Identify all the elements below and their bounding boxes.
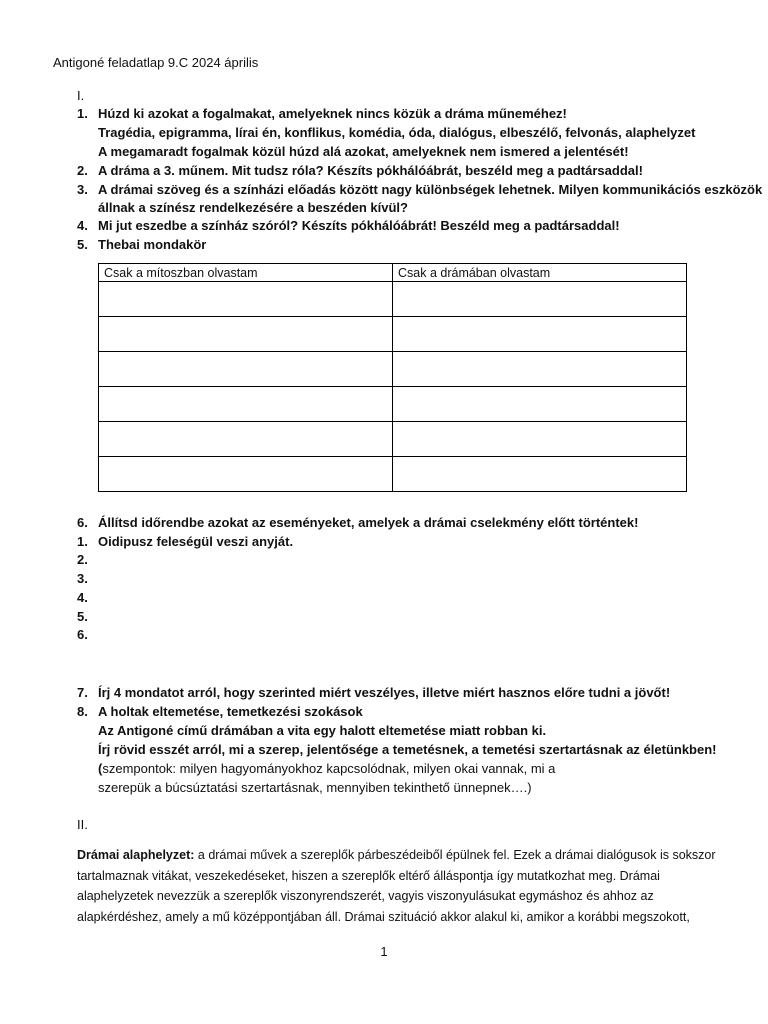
- order-item-number: 2.: [77, 552, 88, 567]
- definition-line-1: [77, 845, 717, 866]
- definition-paragraph: [77, 845, 717, 927]
- table-header-myth: Csak a mítoszban olvastam: [99, 264, 393, 282]
- order-item-number: 3.: [77, 571, 88, 586]
- table-cell[interactable]: [99, 352, 393, 387]
- definition-line-2: tartalmaznak vitákat, veszekedéseket, hiszen a szereplők eltérő álláspontja így mutatkozhat meg. Drámai: [77, 868, 660, 883]
- table-row: [99, 457, 687, 492]
- section-heading-1: I.: [77, 88, 85, 103]
- order-item-number: 5.: [77, 609, 88, 624]
- table-cell[interactable]: [393, 317, 687, 352]
- table-row: [99, 387, 687, 422]
- definition-line-3: alaphelyzetek nevezzük a szereplők viszonyrendszerét, vagyis viszonyulásukat egymáshoz és ahhoz az: [77, 889, 654, 903]
- table-row: [99, 422, 687, 457]
- task-1-line-2: Tragédia, epigramma, lírai én, konflikus, komédia, óda, dialógus, elbeszélő, felvonás, alaphelyzet: [98, 125, 696, 140]
- task-5-line-1: Thebai mondakör: [98, 237, 207, 252]
- table-row: [99, 282, 687, 317]
- task-4-line-1: Mi jut eszedbe a színház szóról? Készíts pókhálóábrát! Beszéld meg a padtársaddal!: [98, 218, 620, 233]
- definition-text: a drámai művek a szereplők párbeszédeiből épülnek fel. Ezek a drámai dialógusok is sokszor: [194, 848, 716, 862]
- task-8-hint-line-1: [98, 761, 555, 776]
- myth-drama-table: [98, 263, 687, 492]
- table-header-drama: Csak a drámában olvastam: [393, 264, 687, 282]
- definition-line-4: alapkérdéshez, amely a mű középpontjában áll. Drámai szituáció akkor alakul ki, amikor a korábbi megszokott,: [77, 909, 690, 924]
- task-1-line-1: Húzd ki azokat a fogalmakat, amelyeknek nincs közük a dráma műneméhez!: [98, 106, 567, 121]
- task-7-text: Írj 4 mondatot arról, hogy szerinted miért veszélyes, illetve miért hasznos előre tudni a jövőt!: [98, 685, 671, 700]
- order-item-number: 1.: [77, 534, 88, 549]
- task-number: 2.: [77, 163, 88, 178]
- order-item-text: Oidipusz feleségül veszi anyját.: [98, 534, 294, 549]
- table-cell[interactable]: [393, 352, 687, 387]
- definition-term: Drámai alaphelyzet:: [77, 848, 195, 862]
- task-number: 5.: [77, 237, 88, 252]
- task-1-line-3: A megamaradt fogalmak közül húzd alá azokat, amelyeknek nem ismered a jelentését!: [98, 144, 629, 159]
- task-number: 6.: [77, 515, 88, 530]
- task-3-line-2: állnak a színész rendelkezésére a beszéden kívül?: [98, 200, 408, 215]
- table-cell[interactable]: [99, 317, 393, 352]
- table-cell[interactable]: [393, 387, 687, 422]
- task-8-hint-line-2: szerepük a búcsúztatási szertartásnak, mennyiben tekinthető ünnepnek….): [98, 780, 532, 795]
- hint-open-paren: (: [98, 761, 103, 776]
- task-number: 7.: [77, 685, 88, 700]
- hint-text: szempontok: milyen hagyományokhoz kapcsolódnak, milyen okai vannak, mi a: [102, 761, 556, 776]
- table-row: [99, 352, 687, 387]
- task-number: 3.: [77, 182, 88, 197]
- task-8-line-2: Az Antigoné című drámában a vita egy halott eltemetése miatt robban ki.: [98, 723, 547, 738]
- task-number: 1.: [77, 106, 88, 121]
- task-3-line-1: A drámai szöveg és a színházi előadás között nagy különbségek lehetnek. Milyen kommunikációs eszközök: [98, 182, 763, 197]
- order-item-number: 6.: [77, 627, 88, 642]
- section-heading-2: II.: [77, 817, 88, 832]
- table-cell[interactable]: [99, 457, 393, 492]
- document-title: Antigoné feladatlap 9.C 2024 április: [53, 55, 259, 70]
- task-number: 4.: [77, 218, 88, 233]
- task-number: 8.: [77, 704, 88, 719]
- table-cell[interactable]: [99, 282, 393, 317]
- task-8-line-1: A holtak eltemetése, temetkezési szokások: [98, 704, 363, 719]
- order-item-number: 4.: [77, 590, 88, 605]
- table-cell[interactable]: [393, 422, 687, 457]
- task-6-text: Állítsd időrendbe azokat az eseményeket, amelyek a drámai cselekmény előtt történtek!: [98, 515, 639, 530]
- table-cell[interactable]: [99, 422, 393, 457]
- page-number: 1: [380, 944, 388, 959]
- task-2-line-1: A dráma a 3. műnem. Mit tudsz róla? Készíts pókhálóábrát, beszéld meg a padtársaddal!: [98, 163, 643, 178]
- table-cell[interactable]: [99, 387, 393, 422]
- table-cell[interactable]: [393, 457, 687, 492]
- table-cell[interactable]: [393, 282, 687, 317]
- table-row: [99, 317, 687, 352]
- task-8-line-3: Írj rövid esszét arról, mi a szerep, jelentősége a temetésnek, a temetési szertartásnak az életünkben!: [98, 742, 717, 757]
